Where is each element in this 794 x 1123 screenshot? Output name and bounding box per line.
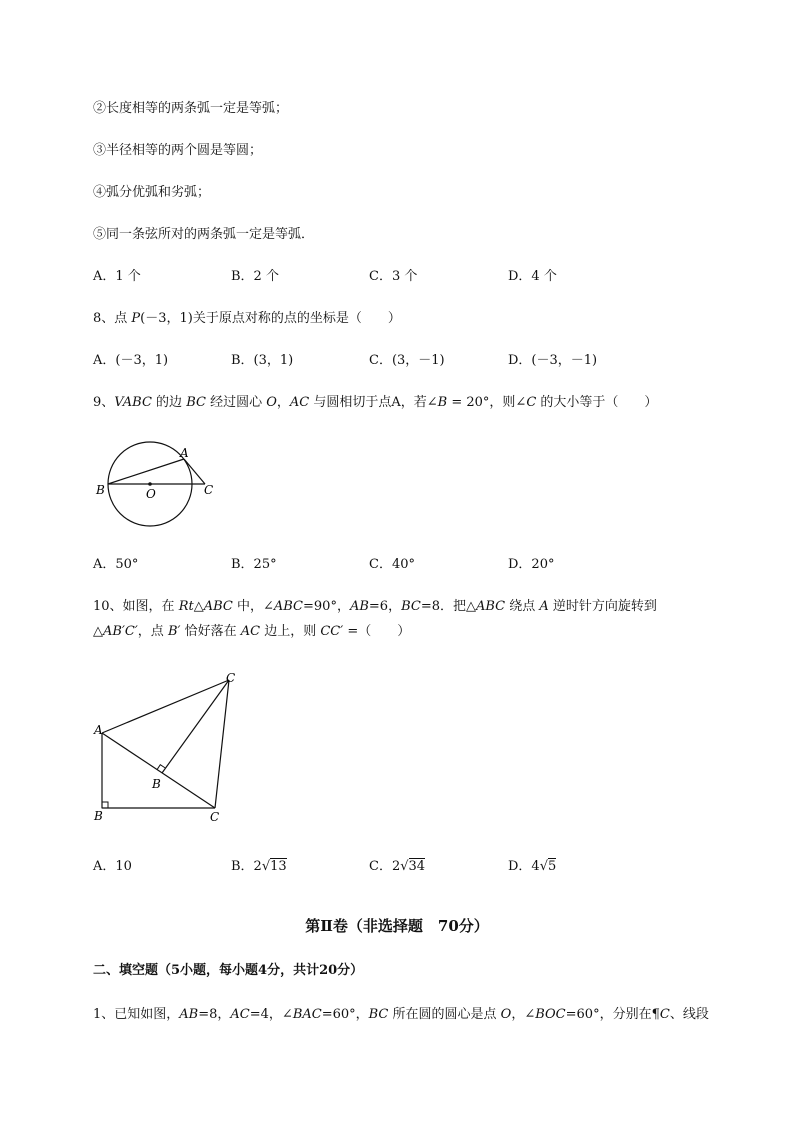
section-heading: 二、填空题（5小题，每小题4分，共计20分） (93, 963, 364, 978)
statement-5: ⑤同一条弦所对的两条弧一定是等弧． (93, 227, 315, 242)
segment-ccp (215, 680, 229, 808)
label-a: A (180, 446, 189, 460)
q10-option-c: C．2√34 (369, 859, 426, 874)
q9-option-c: C．40° (369, 557, 415, 572)
statement-2: ②长度相等的两条弧一定是等弧； (93, 101, 289, 116)
tangent-ac (184, 459, 205, 484)
q7-option-b: B．2 个 (231, 269, 279, 284)
q10-option-d: D．4√5 (508, 859, 557, 874)
q10-option-b: B．2√13 (231, 859, 287, 874)
q8-option-a: A．(－3，1) (93, 353, 169, 368)
q10-option-a: A．10 (93, 859, 132, 874)
q8-option-c: C．(3，－1) (369, 353, 445, 368)
q9-option-d: D．20° (508, 557, 555, 572)
rotation-figure (88, 668, 248, 828)
label-b: B (96, 483, 105, 497)
statement-4: ④弧分优弧和劣弧； (93, 185, 211, 200)
question-10-line-2: △AB′C′，点 B′ 恰好落在 AC 边上，则 CC′ =（ ） (93, 624, 411, 639)
label-c: C (210, 810, 220, 824)
fill-question-1: 1、已知如图，AB=8，AC=4，∠BAC=60°，BC 所在圆的圆心是点 O，∠BOC=60°，分别在¶C、线段 (93, 1007, 709, 1022)
label-a: A (94, 723, 103, 737)
center-point (148, 482, 152, 486)
question-9: 9、VABC 的边 BC 经过圆心 O，AC 与圆相切于点A，若∠B = 20°，则∠C 的大小等于（ ） (93, 395, 658, 410)
q7-option-d: D．4 个 (508, 269, 557, 284)
statement-3: ③半径相等的两个圆是等圆； (93, 143, 263, 158)
sqrt-icon: √ (261, 859, 271, 874)
question-10-line-1: 10、如图，在 Rt△ABC 中，∠ABC=90°，AB=6，BC=8．把△ABC 绕点 A 逆时针方向旋转到 (93, 599, 657, 614)
right-angle-bp (157, 765, 165, 770)
question-8: 8、点 P(－3，1)关于原点对称的点的坐标是（ ） (93, 311, 401, 326)
sqrt-icon: √ (539, 859, 548, 874)
right-angle-b (102, 802, 108, 808)
label-b: B (94, 809, 103, 823)
q9-option-a: A．50° (93, 557, 139, 572)
q8-option-b: B．(3，1) (231, 353, 294, 368)
label-c: C (204, 483, 214, 497)
q7-option-a: A．1 个 (93, 269, 141, 284)
section-title: 第Ⅱ卷（非选择题 70分） (305, 917, 489, 935)
side-ac (102, 733, 215, 808)
label-o: O (146, 487, 156, 501)
circle-figure (88, 438, 228, 530)
sqrt-icon: √ (400, 859, 409, 874)
q9-option-b: B．25° (231, 557, 277, 572)
q8-option-d: D．(－3，－1) (508, 353, 598, 368)
q7-option-c: C．3 个 (369, 269, 418, 284)
chord-ba (108, 459, 184, 484)
label-b-prime: B (152, 777, 161, 791)
label-c-prime: C (226, 671, 236, 685)
